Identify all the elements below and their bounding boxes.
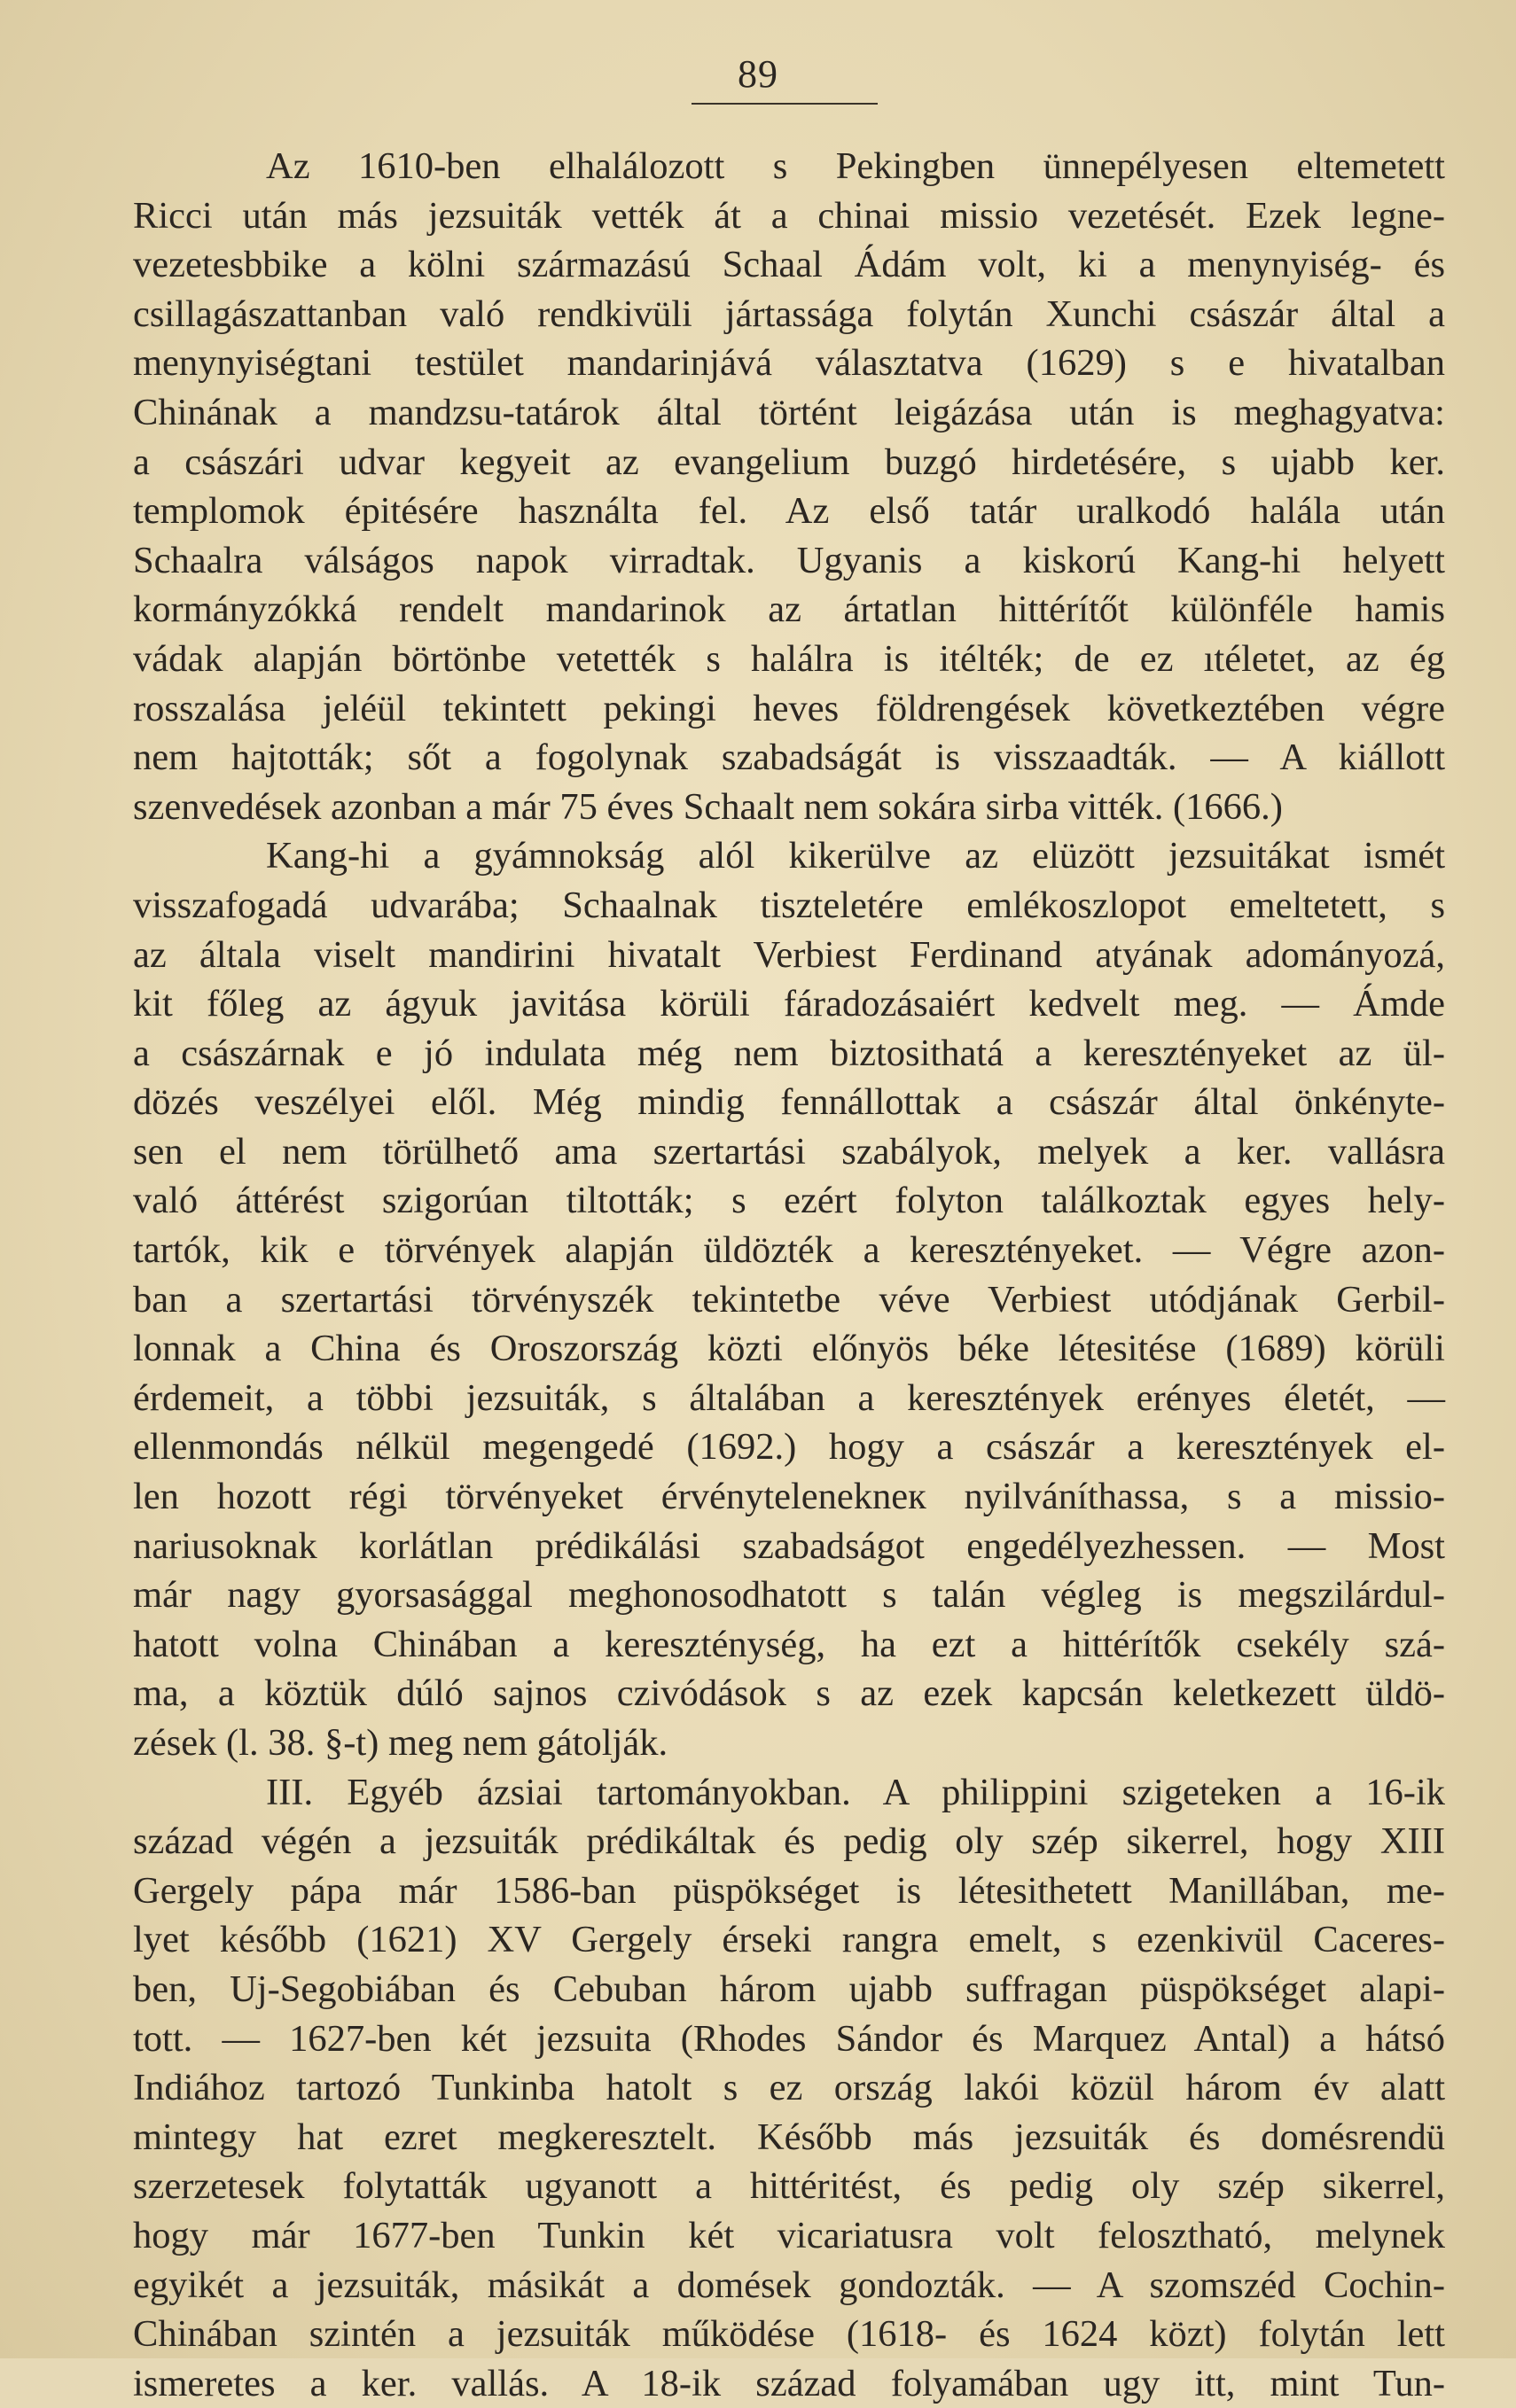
text-line: már nagy gyorsasággal meghonosodhatott s talán végleg is megszilárdul-	[133, 1574, 1445, 1617]
text-line: kormányzókká rendelt mandarinok az ártatlan hittérítőt különféle hamis	[133, 588, 1445, 631]
text-line: vezetesbbike a kölni származású Schaal Ádám volt, ki a menynyiség- és	[133, 244, 1445, 286]
text-line: kit főleg az ágyuk javitása körüli fáradozásaiért kedvelt meg. — Ámde	[133, 983, 1445, 1025]
text-line: Chinának a mandzsu-tatárok által történt leigázása után is meghagyatva:	[133, 391, 1445, 433]
text-line: Az 1610-ben elhalálozott s Pekingben ünnepélyesen eltemetett	[266, 145, 1445, 187]
body-text	[133, 142, 1445, 2408]
page-number-rule	[692, 103, 878, 105]
text-line: szenvedések azonban a már 75 éves Schaalt nem sokára sirba vitték. (1666.)	[133, 785, 1283, 828]
text-line: Schaalra válságos napok virradtak. Ugyanis a kiskorú Kang-hi helyett	[133, 539, 1445, 581]
text-line: ma, a köztük dúló sajnos czivódások s az ezek kapcsán keletkezett üldö-	[133, 1672, 1445, 1715]
text-line: menynyiségtani testület mandarinjává választatva (1629) s e hivatalban	[133, 342, 1445, 385]
text-line: rosszalása jeléül tekintett pekingi heves földrengések következtében végre	[133, 687, 1445, 729]
text-line: tartók, kik e törvények alapján üldözték a keresztényeket. — Végre azon-	[133, 1229, 1445, 1272]
text-line: ban a szertartási törvényszék tekintetbe véve Verbiest utódjának Gerbil-	[133, 1278, 1445, 1321]
text-line: tott. — 1627-ben két jezsuita (Rhodes Sándor és Marquez Antal) a hátsó	[133, 2017, 1445, 2060]
text-line: lonnak a China és Oroszország közti előnyös béke létesitése (1689) körüli	[133, 1328, 1445, 1370]
text-line: nariusoknak korlátlan prédikálási szabadságot engedélyezhessen. — Most	[133, 1524, 1445, 1567]
text-line: len hozott régi törvényeket érvénytelenekneк nyilváníthassa, s a missio-	[133, 1476, 1445, 1518]
text-line: egyikét a jezsuiták, másikát a domések gondozták. — A szomszéd Cochin-	[133, 2264, 1445, 2306]
text-line: Ricci után más jezsuiták vették át a chinai missio vezetését. Ezek legne-	[133, 194, 1445, 237]
text-line: sen el nem törülhető ama szertartási szabályok, melyek a ker. vallásra	[133, 1130, 1445, 1173]
text-line: nem hajtották; sőt a fogolynak szabadságát is visszaadták. — A kiállott	[133, 736, 1445, 779]
text-line: zések (l. 38. §-t) meg nem gátolják.	[133, 1722, 668, 1764]
text-line: hatott volna Chinában a kereszténység, ha ezt a hittérítők csekély szá-	[133, 1623, 1445, 1665]
text-line: Gergely pápa már 1586-ban püspökséget is létesithetett Manillában, me-	[133, 1869, 1445, 1912]
text-line: ben, Uj-Segobiában és Cebuban három ujabb suffragan püspökséget alapi-	[133, 1968, 1445, 2010]
text-line: ismeretes a ker. vallás. A 18-ik század folyamában ugy itt, mint Tun-	[133, 2362, 1445, 2404]
text-line: Chinában szintén a jezsuiták működése (1618- és 1624 közt) folytán lett	[133, 2313, 1445, 2356]
text-line: mintegy hat ezret megkeresztelt. Később más jezsuiták és domésrendü	[133, 2116, 1445, 2158]
text-line: templomok épitésére használta fel. Az első tatár uralkodó halála után	[133, 490, 1445, 533]
page-number: 89	[738, 52, 778, 96]
text-line: század végén a jezsuiták prédikáltak és pedig oly szép sikerrel, hogy XIII	[133, 1820, 1445, 1863]
text-line: hogy már 1677-ben Tunkin két vicariatusra volt felosztható, melynek	[133, 2214, 1445, 2256]
text-line: a császárnak e jó indulata még nem biztosithatá a keresztényeket az ül-	[133, 1032, 1445, 1074]
text-line: Kang-hi a gyámnokság alól kikerülve az elüzött jezsuitákat ismét	[266, 835, 1445, 877]
text-line: érdemeit, a többi jezsuiták, s általában a keresztények erényes életét, —	[133, 1376, 1445, 1419]
text-line: vádak alapján börtönbe vetették s halálra is itélték; de ez ıtéletet, az ég	[133, 637, 1445, 680]
text-line: lyet később (1621) XV Gergely érseki rangra emelt, s ezenkivül Caceres-	[133, 1919, 1445, 1961]
text-line: ellenmondás nélkül megengedé (1692.) hogy a császár a keresztények el-	[133, 1426, 1445, 1469]
text-line: III. Egyéb ázsiai tartományokban. A philippini szigeteken a 16-ik	[266, 1771, 1445, 1813]
text-line: való áttérést szigorúan tiltották; s ezért folyton találkoztak egyes hely-	[133, 1180, 1445, 1222]
text-line: szerzetesek folytatták ugyanott a hittéritést, és pedig oly szép sikerrel,	[133, 2165, 1445, 2208]
text-line: dözés veszélyei elől. Még mindig fennállottak a császár által önkényte-	[133, 1081, 1445, 1124]
text-line: a császári udvar kegyeit az evangelium buzgó hirdetésére, s ujabb ker.	[133, 440, 1445, 483]
text-line: Indiához tartozó Tunkinba hatolt s ez ország lakói közül három év alatt	[133, 2067, 1445, 2109]
text-line: az általa viselt mandirini hivatalt Verbiest Ferdinand atyának adományozá,	[133, 933, 1445, 976]
text-line: visszafogadá udvarába; Schaalnak tiszteletére emlékoszlopot emeltetett, s	[133, 884, 1445, 926]
text-line: csillagászattanban való rendkivüli jártassága folytán Xunchi császár által a	[133, 292, 1445, 335]
